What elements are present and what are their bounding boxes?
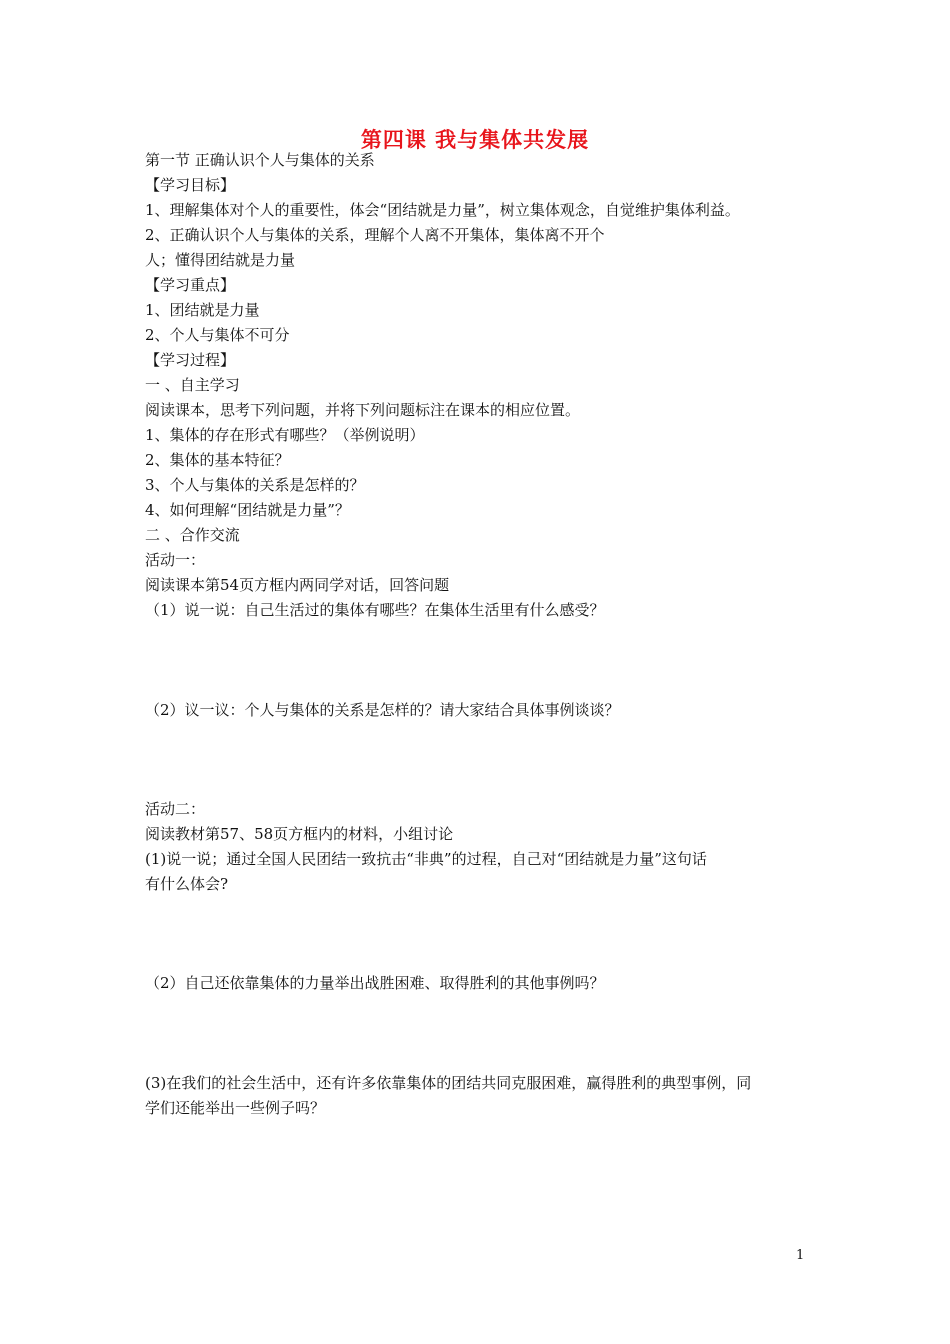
page-number: 1 <box>796 1248 805 1263</box>
question-4: 4、如何理解“团结就是力量”？ <box>145 501 350 519</box>
question-3: 3、个人与集体的关系是怎样的？ <box>145 476 365 494</box>
key-point-1: 1、团结就是力量 <box>145 301 260 319</box>
learning-process-heading: 【学习过程】 <box>145 351 236 369</box>
activity-2-heading: 活动二： <box>145 800 206 818</box>
activity-1-heading: 活动一： <box>145 551 206 569</box>
activity-2-question-2: （2）自己还依靠集体的力量举出战胜困难、取得胜利的其他事例吗？ <box>145 974 605 992</box>
self-study-instruction: 阅读课本，思考下列问题，并将下列问题标注在课本的相应位置。 <box>145 401 581 419</box>
cooperation-heading: 二 、合作交流 <box>145 526 240 544</box>
key-point-2: 2、个人与集体不可分 <box>145 326 290 344</box>
lesson-title: 第四课 我与集体共发展 <box>360 128 590 152</box>
activity-2-question-3-continued: 学们还能举出一些例子吗？ <box>145 1099 326 1117</box>
activity-1-question-2: （2）议一议：个人与集体的关系是怎样的？请大家结合具体事例谈谈？ <box>145 701 620 719</box>
activity-1-question-1: （1）说一说：自己生活过的集体有哪些？在集体生活里有什么感受？ <box>145 601 605 619</box>
activity-2-instruction: 阅读教材第57、58页方框内的材料，小组讨论 <box>145 825 454 843</box>
goal-2: 2、正确认识个人与集体的关系，理解个人离不开集体，集体离不开个 <box>145 226 605 244</box>
goal-1: 1、理解集体对个人的重要性，体会“团结就是力量”，树立集体观念，自觉维护集体利益。 <box>145 201 740 219</box>
learning-goals-heading: 【学习目标】 <box>145 176 236 194</box>
question-1: 1、集体的存在形式有哪些？（举例说明） <box>145 426 425 444</box>
section-heading: 第一节 正确认识个人与集体的关系 <box>145 151 375 169</box>
self-study-heading: 一 、自主学习 <box>145 376 240 394</box>
activity-2-question-1: (1)说一说；通过全国人民团结一致抗击“非典”的过程，自己对“团结就是力量”这句话 <box>145 850 707 868</box>
activity-2-question-1-continued: 有什么体会? <box>145 875 229 893</box>
goal-2-continued: 人；懂得团结就是力量 <box>145 251 296 269</box>
activity-1-instruction: 阅读课本第54页方框内两同学对话，回答问题 <box>145 576 450 594</box>
question-2: 2、集体的基本特征？ <box>145 451 290 469</box>
key-points-heading: 【学习重点】 <box>145 276 236 294</box>
activity-2-question-3: (3)在我们的社会生活中，还有许多依靠集体的团结共同克服困难，赢得胜利的典型事例，同 <box>145 1074 752 1092</box>
